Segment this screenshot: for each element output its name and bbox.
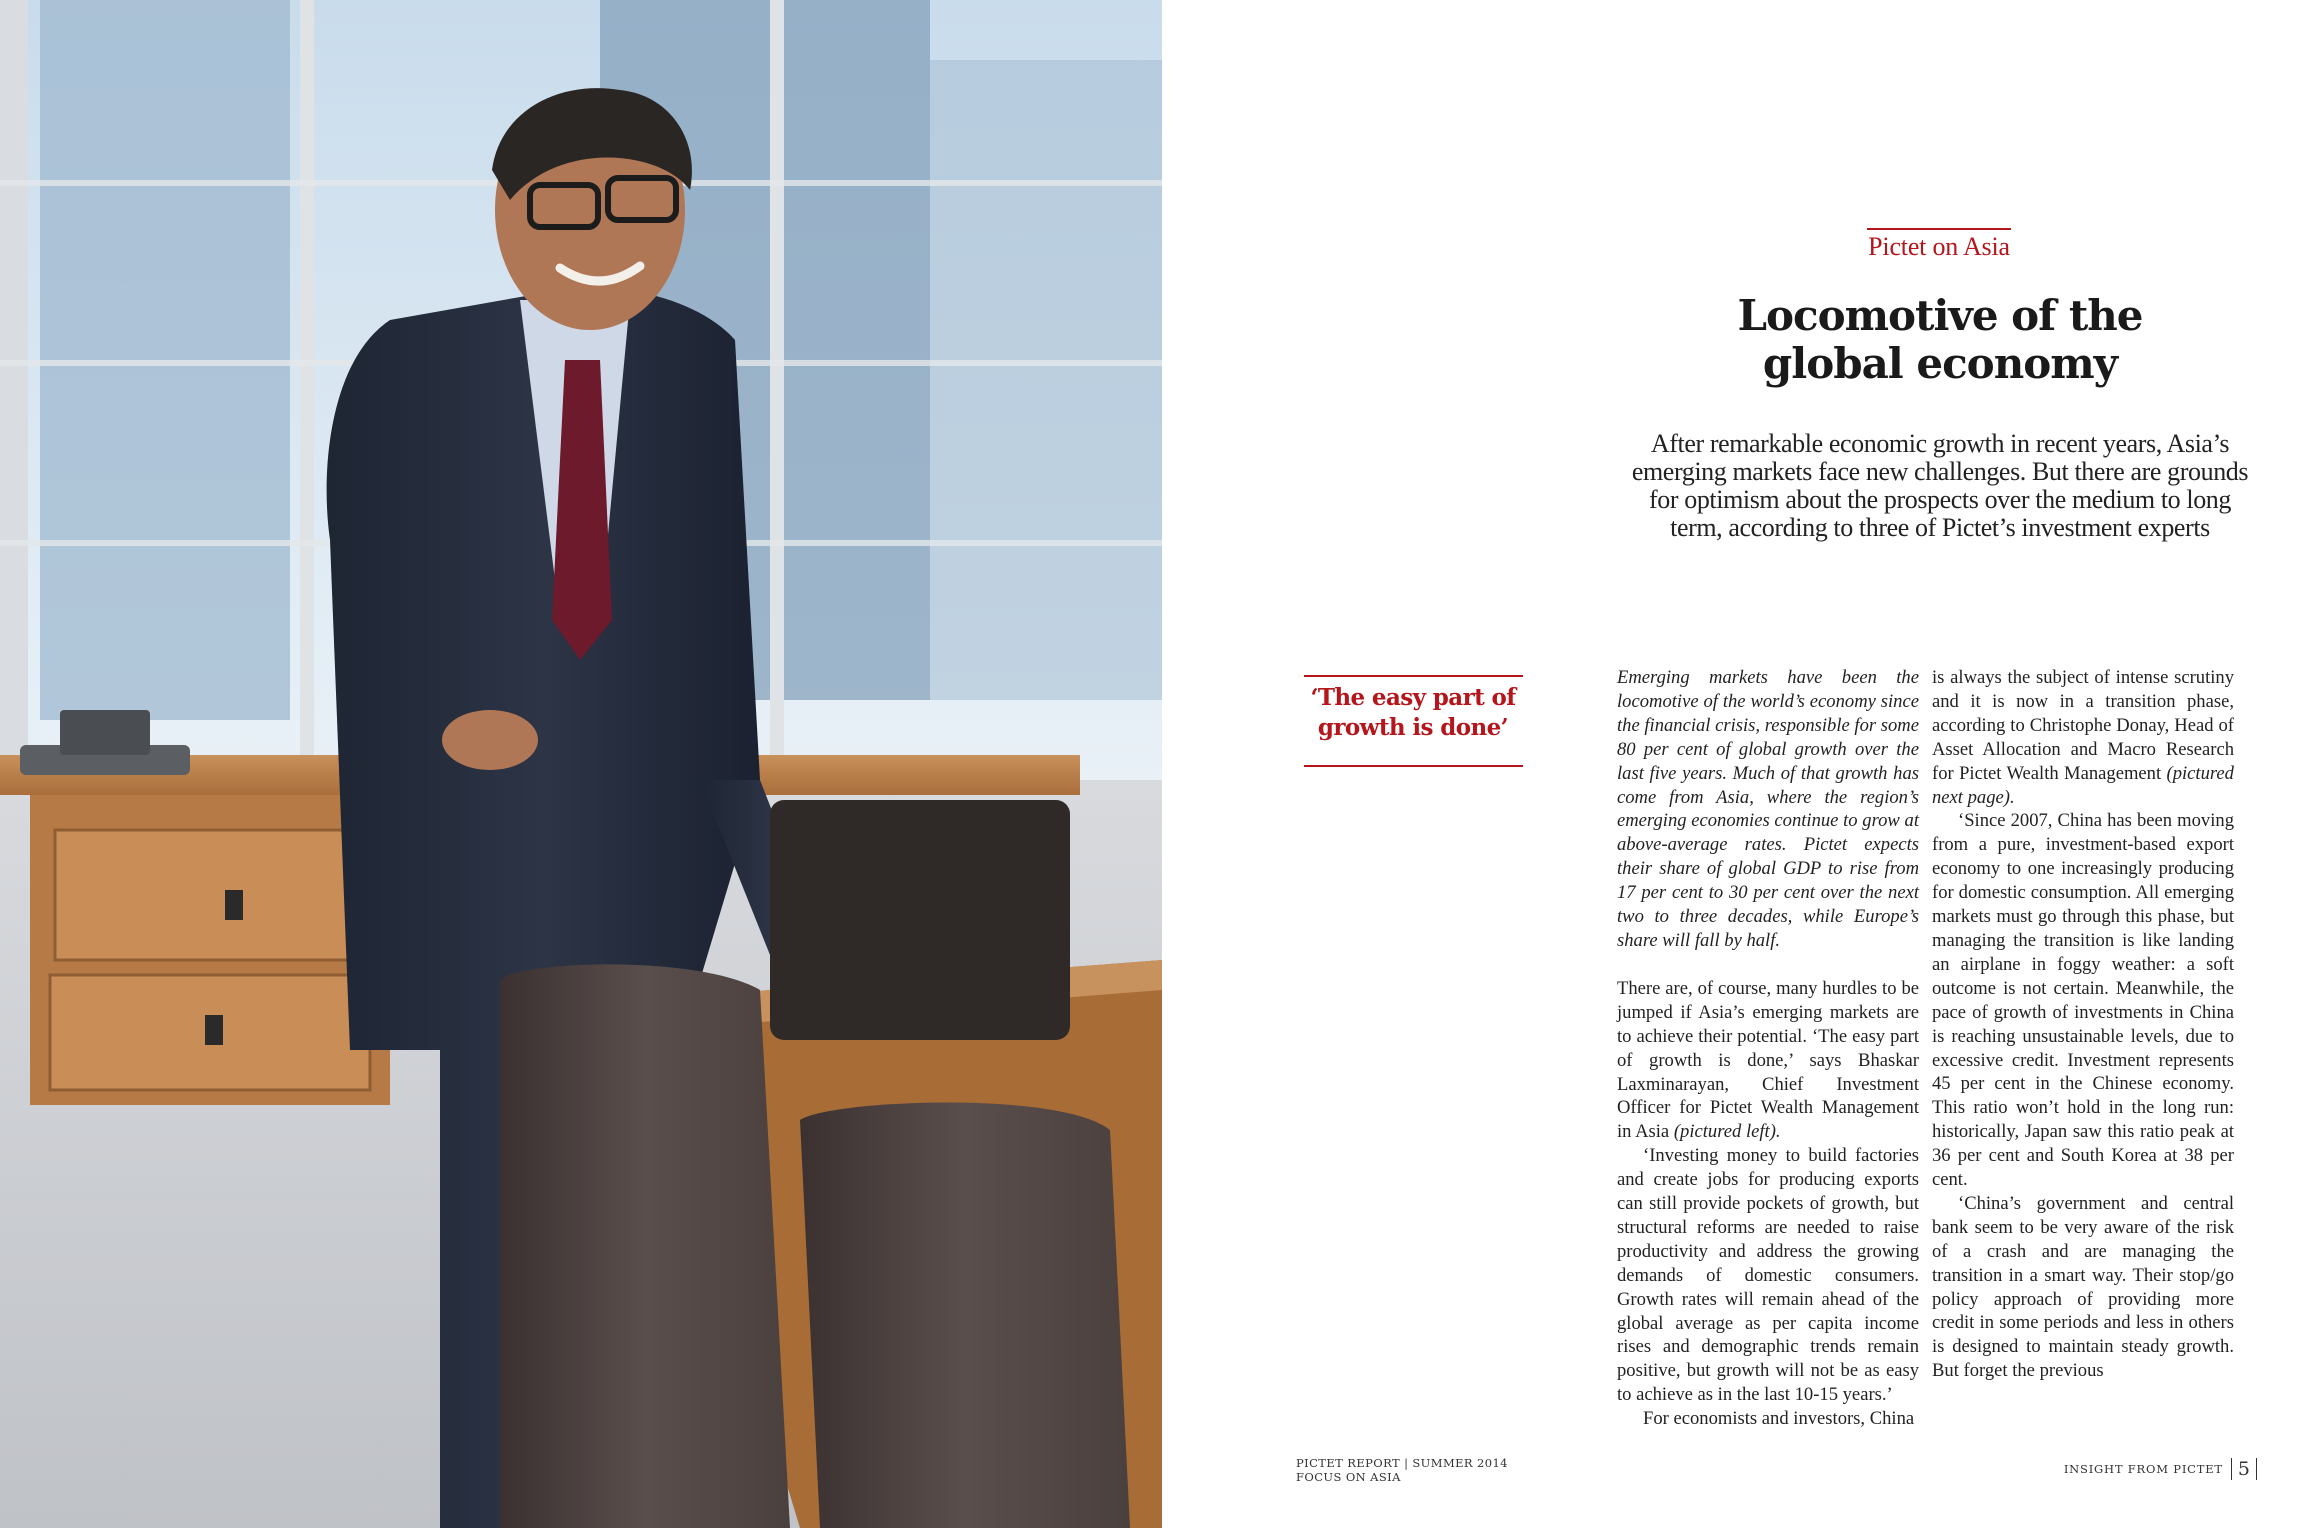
body-column-2 — [1932, 666, 2234, 1382]
body-paragraph — [1932, 666, 2234, 809]
section-kicker: Pictet on Asia — [1868, 232, 2010, 261]
body-text: is always the subject of intense scrutiny and it is now in a transition phase, according to Christophe Donay, Head of Asset Allocation and Macro Research for Pictet Wealth Management — [1932, 667, 2234, 784]
footer-divider — [2231, 1458, 2232, 1480]
footer-divider — [2256, 1458, 2257, 1480]
body-text: There are, of course, many hurdles to be jumped if Asia’s emerging markets are to achieve their potential. ‘The easy part of growth is done,’ says Bhaskar Laxminarayan, Chief Investment Officer for Pictet Wealth Management in Asia — [1617, 977, 1919, 1143]
page-number: 5 — [2237, 1458, 2250, 1480]
body-paragraph: For economists and investors, China — [1643, 1408, 1915, 1430]
photo-caption-ref: (pictured next page). — [1932, 762, 2234, 808]
standfirst: After remarkable economic growth in recent years, Asia’s emerging markets face new challenges. But there are grounds for optimism about the prospects over the medium to long term, according to three of Pictet’s investment experts — [1631, 429, 2249, 542]
pull-quote: ‘The easy part of growth is done’ — [1310, 684, 1516, 741]
photo-caption-ref: (pictured left). — [1673, 1121, 1781, 1143]
body-paragraph: ‘Investing money to build factories and create jobs for producing exports can still provide pockets of growth, but structural reforms are needed to raise productivity and address the growing demands of domestic consumers. Growth rates will remain ahead of the global average as per capita income rises and demographic trends remain positive, but growth will not be as easy to achieve as in the last 10-15 years.’ — [1617, 1145, 1919, 1406]
pull-quote-rule-top — [1304, 675, 1523, 677]
footer-issue-theme: FOCUS ON ASIA — [1296, 1470, 1401, 1484]
body-column-1 — [1617, 666, 1919, 1430]
intro-paragraph: Emerging markets have been the locomotive of the world’s economy since the financial crisis, responsible for some 80 per cent of global growth over the last five years. Much of that growth has come from Asia, where the region’s emerging economies continue to grow at above-average rates. Pictet expects their share of global GDP to rise from 17 per cent to 30 per cent over the next two to three decades, while Europe’s share will fall by half. — [1617, 667, 1919, 951]
footer-right — [2064, 1458, 2257, 1480]
kicker-rule — [1867, 228, 2011, 230]
footer-section-label: INSIGHT FROM PICTET — [2063, 1462, 2223, 1476]
headline-line-1: Locomotive of the — [1737, 291, 2143, 340]
body-paragraph — [1617, 977, 1919, 1144]
body-paragraph: ‘China’s government and central bank seem to be very aware of the risk of a crash and are managing the transition in a smart way. Their stop/go policy approach of providing more credit in some periods and less in others is designed to maintain steady growth. But forget the previous — [1932, 1192, 2234, 1382]
footer-publication: PICTET REPORT | SUMMER 2014 — [1296, 1456, 1508, 1470]
footer-left — [1296, 1456, 1596, 1484]
body-paragraph: ‘Since 2007, China has been moving from a pure, investment-based export economy to one increasingly producing for domestic consumption. All emerging markets must go through this phase, but managing the transition is like landing an airplane in foggy weather: a soft outcome is not certain. Meanwhile, the pace of growth of investments in China is reaching unsustainable levels, due to excessive credit. Investment represents 45 per cent in the Chinese economy. This ratio won’t hold in the long run: historically, Japan saw this ratio peak at 36 per cent and South Korea at 38 per cent. — [1932, 810, 2234, 1191]
pull-quote-rule-bottom — [1304, 765, 1523, 767]
article-headline — [1620, 292, 2260, 388]
headline-line-2: global economy — [1762, 339, 2118, 388]
